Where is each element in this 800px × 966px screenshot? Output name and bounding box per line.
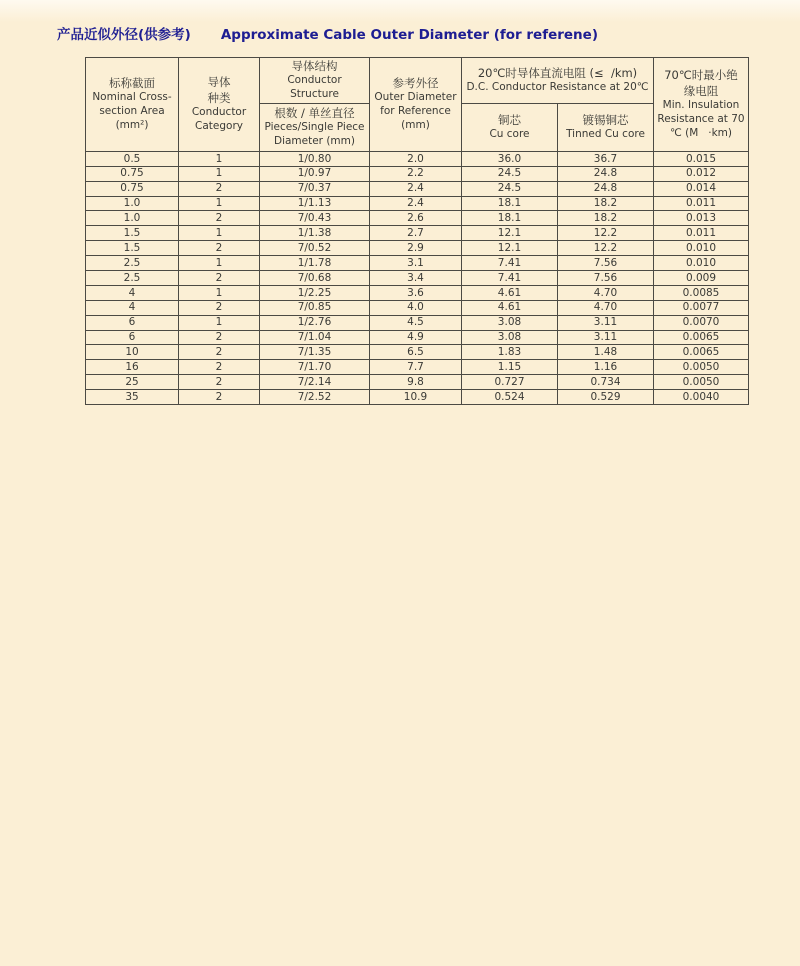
cell: 4.61 — [462, 300, 558, 315]
table-row — [86, 151, 749, 166]
header-line: ℃ (M ·km) — [669, 126, 733, 139]
cell: 0.014 — [654, 181, 749, 196]
cell: 18.2 — [558, 196, 654, 211]
cell: 25 — [86, 375, 179, 390]
cell: 7.56 — [558, 256, 654, 271]
table-row — [86, 181, 749, 196]
cell: 7/1.35 — [260, 345, 370, 360]
header-line: 导体结构 — [291, 59, 338, 73]
cell: 0.75 — [86, 181, 179, 196]
header-line: Resistance at 70 — [657, 112, 745, 125]
cell: 2.7 — [370, 226, 462, 241]
cell: 7.41 — [462, 256, 558, 271]
header-line: Conductor Structure — [287, 74, 342, 101]
header-line: Outer Diameter — [374, 91, 457, 104]
cell: 6.5 — [370, 345, 462, 360]
cell: 18.1 — [462, 211, 558, 226]
header-line: Tinned Cu core — [566, 128, 645, 141]
cell: 1/1.38 — [260, 226, 370, 241]
header-line: Category — [195, 119, 243, 132]
cell: 0.011 — [654, 226, 749, 241]
header-line: 根数 / 单丝直径 — [274, 105, 355, 120]
table-row — [86, 360, 749, 375]
cell: 18.1 — [462, 196, 558, 211]
cell: 2.4 — [370, 196, 462, 211]
cell: 0.010 — [654, 241, 749, 256]
table-row — [86, 375, 749, 390]
cell: 1/0.97 — [260, 166, 370, 181]
cell: 4.0 — [370, 300, 462, 315]
cell: 7/0.52 — [260, 241, 370, 256]
cell: 2 — [179, 345, 260, 360]
header-line: Conductor — [191, 105, 247, 118]
cell: 0.011 — [654, 196, 749, 211]
header-line: 种类 — [207, 90, 231, 105]
cell: 0.75 — [86, 166, 179, 181]
header-line: 缘电阻 — [683, 83, 719, 98]
cell: 1/2.25 — [260, 285, 370, 300]
table-row — [86, 226, 749, 241]
table-row — [86, 211, 749, 226]
table-row — [86, 330, 749, 345]
cell: 7.56 — [558, 271, 654, 286]
cell: 7.7 — [370, 360, 462, 375]
cell: 1 — [179, 226, 260, 241]
page-title-zh: 产品近似外径(供参考) — [57, 27, 191, 43]
cell: 2.0 — [370, 151, 462, 166]
cell: 3.1 — [370, 256, 462, 271]
cell: 1/1.78 — [260, 256, 370, 271]
cell: 2 — [179, 181, 260, 196]
header-tinned-cu-core — [558, 103, 654, 151]
cell: 0.0065 — [654, 345, 749, 360]
cell: 1 — [179, 151, 260, 166]
cell: 7/1.04 — [260, 330, 370, 345]
header-line: 参考外径 — [392, 76, 439, 91]
cell: 2.6 — [370, 211, 462, 226]
cell: 1 — [179, 166, 260, 181]
cell: 10.9 — [370, 390, 462, 405]
header-line: 镀锡铜芯 — [582, 112, 629, 127]
cell: 24.5 — [462, 166, 558, 181]
page-title-en: Approximate Cable Outer Diameter (for referene) — [220, 27, 598, 43]
cell: 7/1.70 — [260, 360, 370, 375]
cell: 4.5 — [370, 315, 462, 330]
table-row — [86, 345, 749, 360]
cell: 24.8 — [558, 166, 654, 181]
table-row — [86, 166, 749, 181]
cell: 24.5 — [462, 181, 558, 196]
cell: 2.9 — [370, 241, 462, 256]
cell: 2 — [179, 375, 260, 390]
cell: 1 — [179, 196, 260, 211]
cell: 2 — [179, 271, 260, 286]
cell: 0.013 — [654, 211, 749, 226]
header-line: (mm²) — [115, 118, 149, 131]
cell: 0.009 — [654, 271, 749, 286]
table-row — [86, 300, 749, 315]
cell: 1/2.76 — [260, 315, 370, 330]
cable-spec-table — [85, 57, 749, 405]
table-body — [86, 151, 749, 404]
cell: 2.4 — [370, 181, 462, 196]
cell: 0.727 — [462, 375, 558, 390]
cell: 1.16 — [558, 360, 654, 375]
cell: 36.7 — [558, 151, 654, 166]
cell: 24.8 — [558, 181, 654, 196]
header-line: Nominal Cross- — [92, 91, 172, 104]
table-row — [86, 390, 749, 405]
cell: 2.5 — [86, 256, 179, 271]
header-line: 导体 — [207, 75, 231, 90]
cell: 12.1 — [462, 241, 558, 256]
header-line: 20℃时导体直流电阻 (≤ /km) — [477, 65, 638, 80]
cell: 1.0 — [86, 196, 179, 211]
cell: 2.5 — [86, 271, 179, 286]
cell: 0.524 — [462, 390, 558, 405]
header-line: 标称截面 — [109, 76, 155, 91]
cell: 12.2 — [558, 241, 654, 256]
cell: 7/0.85 — [260, 300, 370, 315]
cell: 1.5 — [86, 226, 179, 241]
cell: 0.0050 — [654, 360, 749, 375]
cell: 12.2 — [558, 226, 654, 241]
cell: 1.0 — [86, 211, 179, 226]
cell: 6 — [86, 330, 179, 345]
cell: 7/0.37 — [260, 181, 370, 196]
header-line: (mm) — [401, 118, 430, 131]
cell: 3.11 — [558, 315, 654, 330]
header-line: Min. Insulation — [662, 98, 740, 111]
cell: 0.010 — [654, 256, 749, 271]
table-row — [86, 315, 749, 330]
header-line: Diameter (mm) — [273, 134, 355, 147]
cell: 1.5 — [86, 241, 179, 256]
cell: 18.2 — [558, 211, 654, 226]
cell: 2 — [179, 390, 260, 405]
cell: 35 — [86, 390, 179, 405]
cell: 3.6 — [370, 285, 462, 300]
cell: 7.41 — [462, 271, 558, 286]
cell: 9.8 — [370, 375, 462, 390]
page-title — [57, 23, 598, 43]
cell: 0.5 — [86, 151, 179, 166]
cell: 16 — [86, 360, 179, 375]
cell: 1.48 — [558, 345, 654, 360]
header-line: 70℃时最小绝 — [664, 68, 738, 83]
cell: 3.11 — [558, 330, 654, 345]
table-row — [86, 241, 749, 256]
cell: 0.0050 — [654, 375, 749, 390]
cell: 6 — [86, 315, 179, 330]
cell: 0.734 — [558, 375, 654, 390]
header-line: section Area — [99, 105, 165, 118]
cell: 36.0 — [462, 151, 558, 166]
cell: 4 — [86, 300, 179, 315]
cell: 0.0077 — [654, 300, 749, 315]
cell: 4.70 — [558, 285, 654, 300]
header-nominal-area — [86, 58, 179, 152]
cell: 4.70 — [558, 300, 654, 315]
cell: 2 — [179, 330, 260, 345]
table-row — [86, 285, 749, 300]
header-line: 铜芯 — [498, 112, 521, 127]
cell: 1 — [179, 256, 260, 271]
cell: 2 — [179, 241, 260, 256]
cell: 0.0040 — [654, 390, 749, 405]
table-row — [86, 196, 749, 211]
table-row — [86, 256, 749, 271]
cell: 7/2.52 — [260, 390, 370, 405]
cell: 3.08 — [462, 315, 558, 330]
cell: 0.0065 — [654, 330, 749, 345]
cell: 1 — [179, 315, 260, 330]
cell: 1/0.80 — [260, 151, 370, 166]
header-outer-diameter — [370, 58, 462, 152]
cell: 4.9 — [370, 330, 462, 345]
cell: 4.61 — [462, 285, 558, 300]
table-header — [86, 58, 749, 152]
cell: 7/2.14 — [260, 375, 370, 390]
cell: 0.015 — [654, 151, 749, 166]
cell: 0.012 — [654, 166, 749, 181]
cell: 1 — [179, 285, 260, 300]
cell: 10 — [86, 345, 179, 360]
cell: 12.1 — [462, 226, 558, 241]
cell: 0.529 — [558, 390, 654, 405]
header-cu-core — [462, 103, 558, 151]
header-pieces-diameter — [260, 103, 370, 151]
cell: 7/0.68 — [260, 271, 370, 286]
table-row — [86, 271, 749, 286]
cell: 0.0085 — [654, 285, 749, 300]
cell: 2 — [179, 300, 260, 315]
header-min-insulation — [654, 58, 749, 152]
header-dc-resistance — [462, 58, 654, 104]
header-line: D.C. Conductor Resistance at 20℃ — [466, 81, 649, 94]
cell: 3.08 — [462, 330, 558, 345]
cell: 7/0.43 — [260, 211, 370, 226]
cell: 2 — [179, 211, 260, 226]
cell: 1.15 — [462, 360, 558, 375]
header-line: Cu core — [489, 128, 530, 141]
cell: 4 — [86, 285, 179, 300]
cell: 0.0070 — [654, 315, 749, 330]
cell: 2.2 — [370, 166, 462, 181]
cell: 2 — [179, 360, 260, 375]
header-conductor-structure — [260, 58, 370, 104]
cell: 1.83 — [462, 345, 558, 360]
header-line: for Reference — [380, 105, 451, 118]
cell: 3.4 — [370, 271, 462, 286]
header-conductor-category — [179, 58, 260, 152]
cell: 1/1.13 — [260, 196, 370, 211]
header-line: Pieces/Single Piece — [264, 121, 365, 134]
